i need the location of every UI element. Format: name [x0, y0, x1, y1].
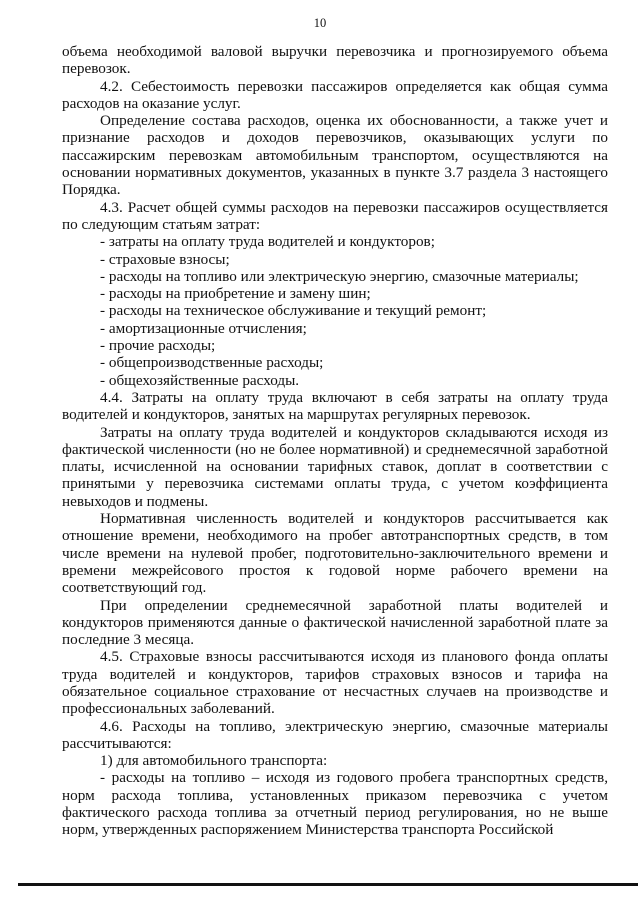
paragraph: 4.4. Затраты на оплату труда включают в себя затраты на оплату труда водителей и кондукторов, занятых на маршрутах регулярных перевозок.: [62, 388, 608, 424]
paragraph: объема необходимой валовой выручки перевозчика и прогнозируемого объема перевозок.: [62, 43, 608, 78]
paragraph: Определение состава расходов, оценка их обоснованности, а также учет и признание расходов и доходов перевозчиков, оказывающих услуги по пассажирским перевозкам автомобильным транспортом, осуществляются на основании нормативных документов, указанных в пункте 3.7 раздела 3 настоящего Порядка.: [62, 112, 608, 199]
list-item: 1) для автомобильного транспорта:: [100, 752, 328, 770]
list-item: - расходы на техническое обслуживание и текущий ремонт;: [100, 302, 487, 320]
document-body: [62, 43, 608, 839]
page-bottom-rule: [18, 883, 638, 886]
paragraph: 4.6. Расходы на топливо, электрическую энергию, смазочные материалы рассчитываются:: [62, 717, 608, 752]
paragraph: Нормативная численность водителей и кондукторов рассчитывается как отношение времени, необходимого на пробег автотранспортных средств, в том числе времени на нулевой пробег, подготовительно-заключительного времени и времени межрейсового простоя к годовой норме рабочего времени на соответствующий год.: [62, 510, 608, 597]
paragraph: При определении среднемесячной заработной платы водителей и кондукторов применяются данные о фактической начисленной заработной плате за последние 3 месяца.: [62, 596, 608, 649]
list-item: - общепроизводственные расходы;: [100, 354, 324, 372]
list-item: - страховые взносы;: [100, 250, 230, 268]
paragraph: 4.3. Расчет общей суммы расходов на перевозки пассажиров осуществляется по следующим статьям затрат:: [62, 198, 608, 233]
paragraph: Затраты на оплату труда водителей и кондукторов складываются исходя из фактической численности (но не более нормативной) и среднемесячной заработной платы, исчисленной на основании тарифных ставок, доплат в соответствии с принятыми у перевозчика системами оплаты труда, с учетом коэффициента невыходов и подмены.: [62, 423, 608, 510]
list-item: - затраты на оплату труда водителей и кондукторов;: [100, 233, 435, 251]
paragraph: 4.5. Страховые взносы рассчитываются исходя из планового фонда оплаты труда водителей и кондукторов, тарифов страховых взносов и тарифа на обязательное социальное страхование от несчастных случаев на производстве и профессиональных заболеваний.: [62, 648, 608, 718]
list-item: - расходы на приобретение и замену шин;: [100, 285, 371, 303]
list-item: - прочие расходы;: [100, 337, 216, 355]
list-item: - амортизационные отчисления;: [100, 319, 307, 337]
list-item: - расходы на топливо – исходя из годового пробега транспортных средств, норм расхода топлива, установленных приказом перевозчика с учетом фактического расхода топлива за отчетный период регулирования, но не выше норм, утвержденных распоряжением Министерства транспорта Российской: [62, 769, 608, 839]
list-item: - расходы на топливо или электрическую энергию, смазочные материалы;: [100, 267, 579, 285]
list-item: - общехозяйственные расходы.: [100, 371, 300, 389]
paragraph: 4.2. Себестоимость перевозки пассажиров определяется как общая сумма расходов на оказание услуг.: [62, 77, 608, 112]
page-number: 10: [313, 16, 327, 30]
